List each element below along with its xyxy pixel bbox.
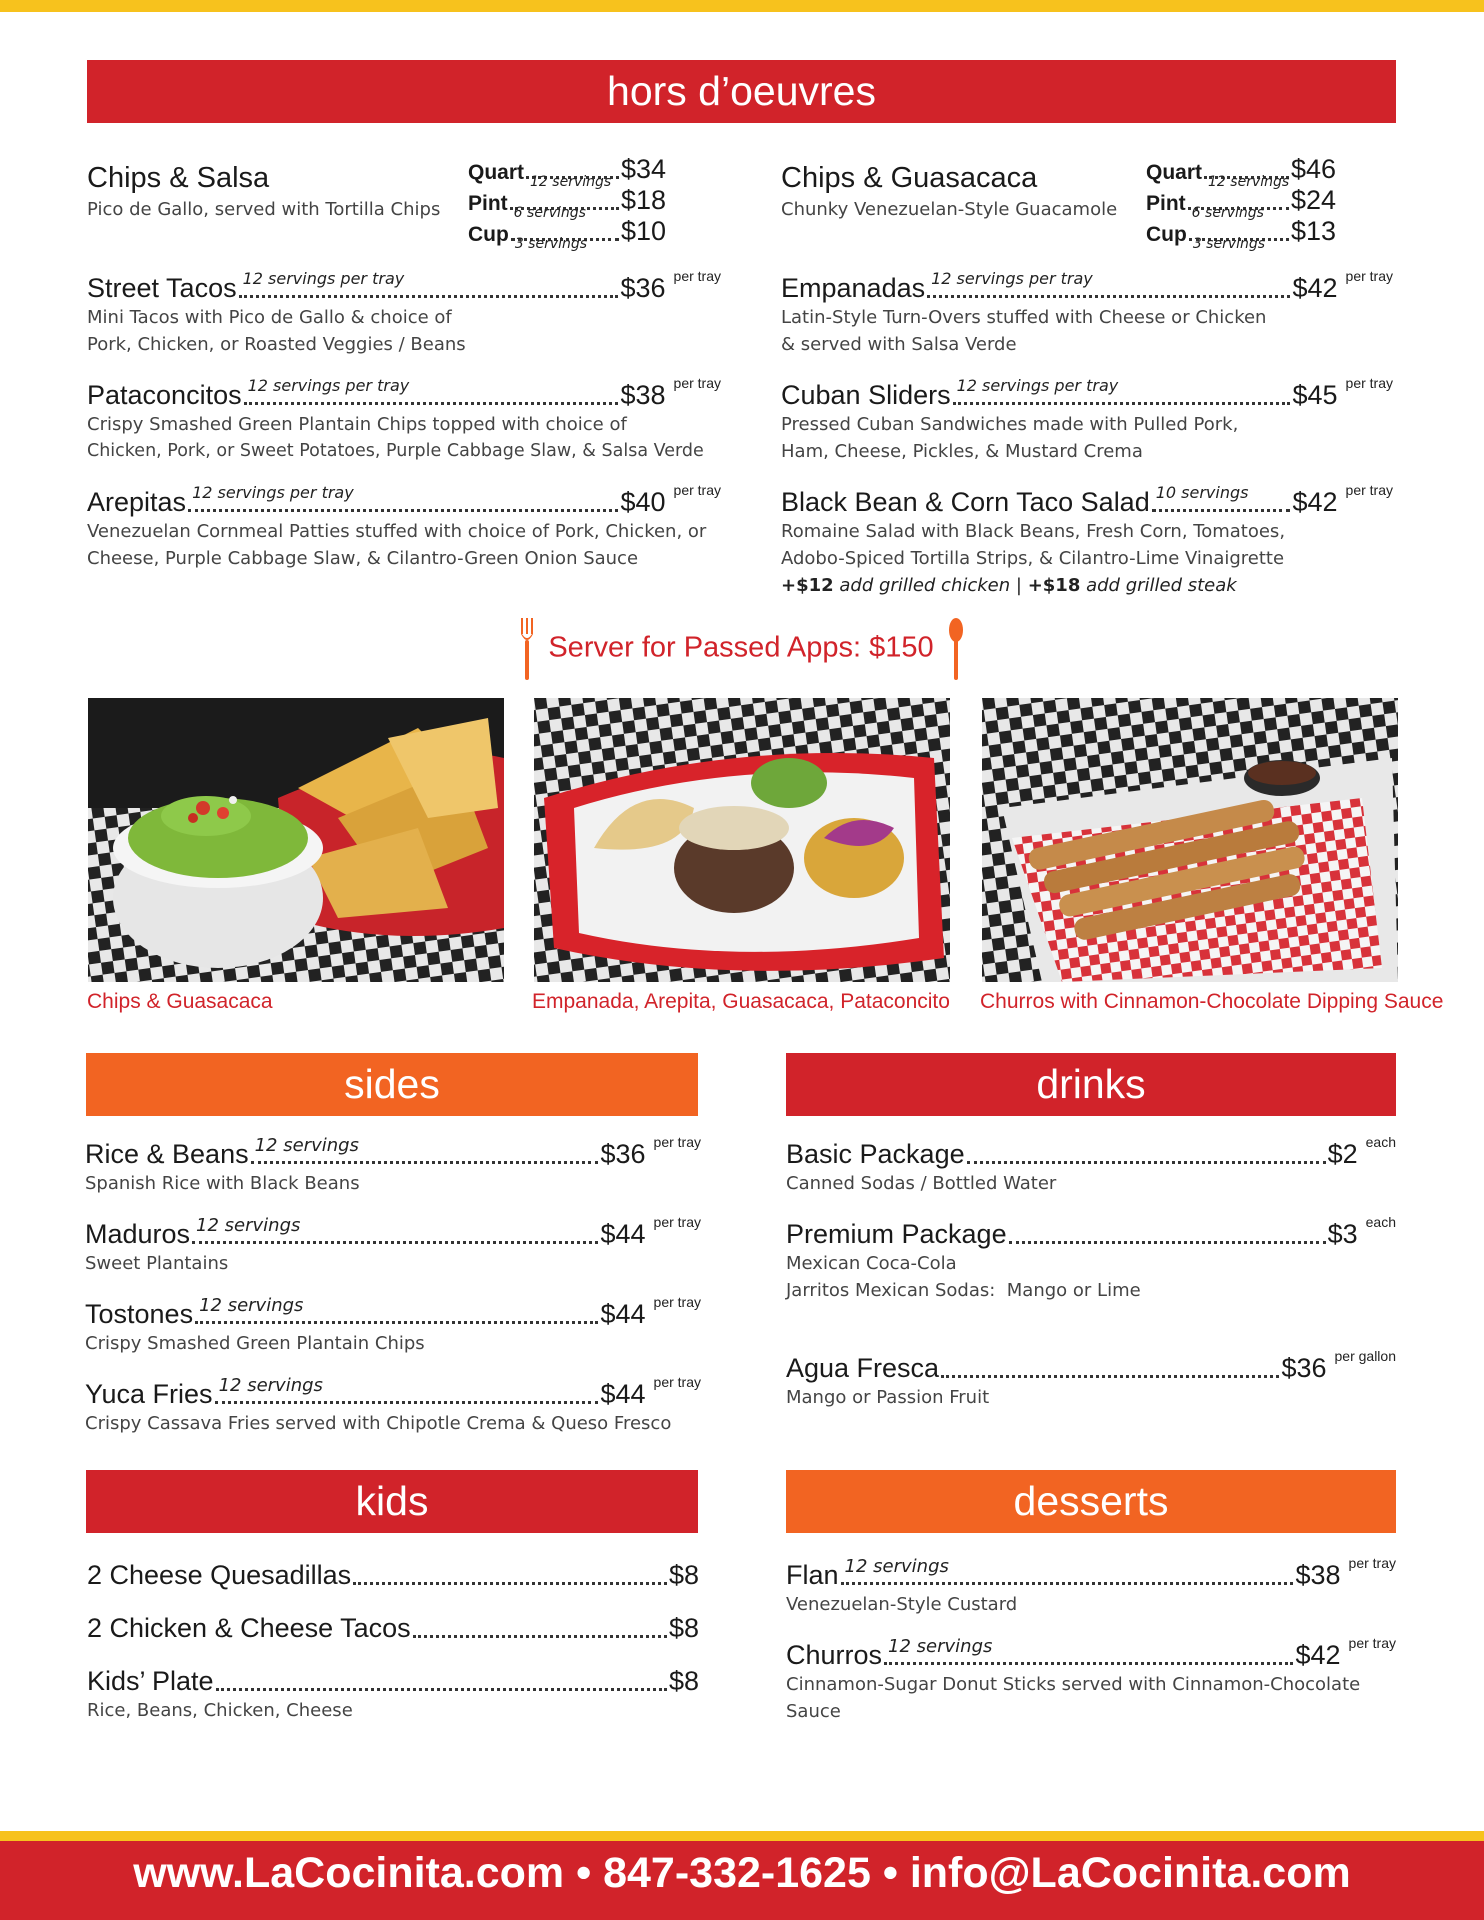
item-unit: each: [1365, 1134, 1396, 1150]
drinks-banner: [786, 1053, 1396, 1116]
item-price: $45: [1292, 380, 1338, 410]
dot-leader: [1009, 1241, 1326, 1244]
item-desc: & served with Salsa Verde: [781, 334, 1017, 355]
item-desc: Mini Tacos with Pico de Gallo & choice of: [87, 307, 452, 328]
server-note: [0, 618, 1484, 687]
item-desc: Crispy Smashed Green Plantain Chips: [85, 1333, 425, 1354]
dot-leader: [841, 1556, 1294, 1585]
item-servings: 12 servings: [888, 1636, 993, 1657]
item-price: $38: [1295, 1560, 1341, 1590]
size-row: [1146, 154, 1336, 190]
dot-leader: [1189, 236, 1289, 252]
arepitas-item: [87, 482, 721, 572]
item-price: $36: [620, 273, 666, 303]
top-accent-bar: [0, 0, 1484, 12]
item-line: [786, 1134, 1396, 1170]
size-price: $46: [1290, 154, 1336, 184]
item-servings: 12 servings: [218, 1375, 323, 1396]
size-servings: 3 servings: [1192, 236, 1266, 252]
item-desc: Romaine Salad with Black Beans, Fresh Corn, Tomatoes,: [781, 521, 1286, 542]
item-desc: Spanish Rice with Black Beans: [85, 1173, 360, 1194]
item-line: [87, 1661, 699, 1697]
item-line: [85, 1374, 701, 1410]
item-unit: per tray: [1348, 1635, 1396, 1651]
dot-leader: [967, 1161, 1326, 1164]
item-price: $8: [668, 1560, 699, 1590]
chips-guasacaca-item: [781, 160, 1141, 223]
item-servings: 12 servings per tray: [242, 269, 405, 288]
item-unit: per tray: [653, 1134, 701, 1150]
item-name: Black Bean & Corn Taco Salad: [781, 487, 1150, 517]
item-servings: 12 servings: [199, 1295, 304, 1316]
item-line: [87, 375, 721, 411]
size-name: Quart: [468, 161, 525, 184]
kids-banner: [86, 1470, 698, 1533]
item-line: [786, 1214, 1396, 1250]
item-name: Premium Package: [786, 1219, 1007, 1249]
caption-photo-2: Empanada, Arepita, Guasacaca, Pataconcito: [532, 990, 950, 1013]
size-row: [468, 154, 666, 190]
item-price: $38: [620, 380, 666, 410]
footer-contact[interactable]: www.LaCocinita.com • 847-332-1625 • info@LaCocinita.com: [133, 1849, 1351, 1897]
item-unit: per tray: [1345, 375, 1393, 391]
kids-item: [87, 1608, 699, 1644]
item-servings: 12 servings per tray: [247, 376, 410, 395]
item-name: Maduros: [85, 1219, 191, 1249]
cuban-sliders-item: [781, 375, 1393, 465]
size-name: Cup: [468, 223, 509, 246]
size-name: Pint: [1146, 192, 1186, 215]
item-unit: each: [1365, 1214, 1396, 1230]
item-desc: Canned Sodas / Bottled Water: [786, 1173, 1057, 1194]
dot-leader: [216, 1688, 667, 1691]
addon-price: +$18: [1027, 575, 1081, 596]
size-servings: 12 servings: [1208, 174, 1290, 190]
item-name: Churros: [786, 1640, 883, 1670]
item-price: $36: [600, 1139, 646, 1169]
kids-item: [87, 1555, 699, 1591]
footer-bar: [0, 1831, 1484, 1920]
street-tacos-item: [87, 268, 721, 358]
size-name: Cup: [1146, 223, 1187, 246]
size-name: Quart: [1146, 161, 1203, 184]
item-line: [87, 1608, 699, 1644]
dot-leader: [953, 376, 1291, 405]
item-servings: 12 servings per tray: [931, 269, 1093, 288]
item-name: Flan: [786, 1560, 839, 1590]
size-name: Pint: [468, 192, 508, 215]
size-price: $13: [1290, 216, 1336, 246]
taco-salad-item: [781, 482, 1393, 599]
drink-item: [786, 1348, 1396, 1411]
item-unit: per tray: [653, 1374, 701, 1390]
empanadas-item: [781, 268, 1393, 358]
dot-leader: [511, 236, 619, 252]
item-price: $44: [600, 1379, 646, 1409]
sides-title: sides: [344, 1061, 440, 1107]
dot-leader: [215, 1375, 599, 1404]
item-line: [85, 1134, 701, 1170]
item-line: [87, 1555, 699, 1591]
caption-photo-3: Churros with Cinnamon-Chocolate Dipping Sauce: [980, 990, 1444, 1013]
dot-leader: [413, 1635, 667, 1638]
item-desc: Pico de Gallo, served with Tortilla Chips: [87, 199, 441, 220]
photo-empanada-platter: [534, 698, 950, 982]
item-desc: Jarritos Mexican Sodas: Mango or Lime: [786, 1280, 1141, 1301]
item-desc: Sweet Plantains: [85, 1253, 229, 1274]
item-servings: 10 servings: [1155, 483, 1249, 502]
item-desc: Venezuelan-Style Custard: [786, 1594, 1018, 1615]
item-unit: per tray: [1348, 1555, 1396, 1571]
item-servings: 12 servings: [844, 1556, 949, 1577]
side-item: [85, 1214, 701, 1277]
item-name: Chips & Guasacaca: [781, 162, 1038, 194]
drinks-title: drinks: [1036, 1061, 1146, 1107]
item-servings: 12 servings: [254, 1135, 359, 1156]
dot-leader: [1204, 174, 1290, 190]
sides-banner: [86, 1053, 698, 1116]
item-name: 2 Cheese Quesadillas: [87, 1560, 352, 1590]
item-unit: per tray: [1345, 268, 1393, 284]
dessert-item: [786, 1555, 1396, 1618]
item-unit: per tray: [673, 268, 721, 284]
item-servings: 12 servings per tray: [192, 483, 354, 502]
dot-leader: [1188, 205, 1289, 221]
size-servings: 3 servings: [514, 236, 588, 252]
item-servings: 12 servings per tray: [956, 376, 1119, 395]
dot-leader: [192, 1215, 598, 1244]
item-unit: per tray: [1345, 482, 1393, 498]
item-desc: Cinnamon-Sugar Donut Sticks served with Cinnamon-Chocolate Sauce: [786, 1674, 1361, 1722]
size-price: $18: [620, 185, 666, 215]
item-desc: Chunky Venezuelan-Style Guacamole: [781, 199, 1118, 220]
drink-item: [786, 1134, 1396, 1197]
item-line: [786, 1635, 1396, 1671]
item-line: [87, 268, 721, 304]
item-desc: Latin-Style Turn-Overs stuffed with Cheese or Chicken: [781, 307, 1267, 328]
kids-item: [87, 1661, 699, 1724]
item-price: $3: [1327, 1219, 1358, 1249]
item-desc: Rice, Beans, Chicken, Cheese: [87, 1700, 353, 1721]
item-price: $44: [600, 1299, 646, 1329]
hors-doeuvres-banner: [87, 60, 1396, 123]
item-unit: per tray: [653, 1294, 701, 1310]
item-desc: Crispy Cassava Fries served with Chipotle Crema & Queso Fresco: [85, 1413, 672, 1434]
item-price: $8: [668, 1613, 699, 1643]
item-line: [786, 1348, 1396, 1384]
item-name: Kids’ Plate: [87, 1666, 214, 1696]
dot-leader: [510, 205, 619, 221]
addon-price: +$12: [781, 575, 834, 596]
size-servings: 12 servings: [530, 174, 612, 190]
size-price: $24: [1290, 185, 1336, 215]
photo-churros: [982, 698, 1398, 982]
item-desc: Ham, Cheese, Pickles, & Mustard Crema: [781, 441, 1143, 462]
item-desc: Adobo-Spiced Tortilla Strips, & Cilantro-Lime Vinaigrette: [781, 548, 1285, 569]
item-line: [781, 268, 1393, 304]
dessert-item: [786, 1635, 1396, 1725]
fork-icon: [520, 618, 534, 687]
side-item: [85, 1294, 701, 1357]
item-price: $42: [1292, 273, 1338, 303]
item-desc: Cheese, Purple Cabbage Slaw, & Cilantro-Green Onion Sauce: [87, 548, 639, 569]
item-line: [85, 1214, 701, 1250]
size-servings: 6 servings: [513, 205, 586, 221]
addon-text: add grilled steak: [1086, 575, 1237, 596]
item-name: Empanadas: [781, 273, 926, 303]
item-unit: per tray: [653, 1214, 701, 1230]
item-desc: Chicken, Pork, or Sweet Potatoes, Purple Cabbage Slaw, & Salsa Verde: [87, 441, 704, 461]
item-name: Tostones: [85, 1299, 194, 1329]
item-desc: Mexican Coca-Cola: [786, 1253, 957, 1274]
item-name: Basic Package: [786, 1139, 965, 1169]
item-name: Chips & Salsa: [87, 162, 270, 194]
item-name: Yuca Fries: [85, 1379, 213, 1409]
item-name: Rice & Beans: [85, 1139, 249, 1169]
size-price: $34: [620, 154, 666, 184]
side-item: [85, 1134, 701, 1197]
side-item: [85, 1374, 701, 1437]
item-line: [87, 482, 721, 518]
item-addons: [781, 572, 1393, 599]
drink-item: [786, 1214, 1396, 1304]
dot-leader: [251, 1135, 599, 1164]
caption-photo-1: Chips & Guasacaca: [87, 990, 273, 1013]
pataconcitos-item: [87, 375, 721, 465]
chips-salsa-item: [87, 160, 457, 223]
dot-leader: [195, 1295, 598, 1324]
server-text: Server for Passed Apps: $150: [548, 631, 934, 664]
item-name: 2 Chicken & Cheese Tacos: [87, 1613, 411, 1643]
chips-salsa-sizes: [468, 154, 666, 252]
item-desc: Crispy Smashed Green Plantain Chips topped with choice of: [87, 414, 627, 435]
item-price: $8: [668, 1666, 699, 1696]
item-price: $42: [1292, 487, 1338, 517]
item-servings: 12 servings: [196, 1215, 301, 1236]
item-unit: per tray: [673, 375, 721, 391]
hors-doeuvres-title: hors d’oeuvres: [607, 68, 876, 114]
desserts-banner: [786, 1470, 1396, 1533]
item-price: $42: [1295, 1640, 1341, 1670]
item-price: $44: [600, 1219, 646, 1249]
item-price: $40: [620, 487, 666, 517]
item-unit: per tray: [673, 482, 721, 498]
dot-leader: [188, 483, 618, 512]
desserts-title: desserts: [1013, 1478, 1169, 1524]
chips-guasacaca-sizes: [1146, 154, 1336, 252]
item-line: [781, 482, 1393, 518]
dot-leader: [927, 269, 1290, 298]
addon-text: add grilled chicken: [839, 575, 1011, 596]
item-unit: per gallon: [1334, 1348, 1396, 1364]
dot-leader: [884, 1636, 1293, 1665]
item-name: Cuban Sliders: [781, 380, 951, 410]
item-line: [786, 1555, 1396, 1591]
addon-separator: |: [1015, 575, 1022, 596]
item-name: Arepitas: [87, 487, 187, 517]
dot-leader: [353, 1582, 667, 1585]
item-desc: Venezuelan Cornmeal Patties stuffed with choice of Pork, Chicken, or: [87, 521, 707, 542]
dot-leader: [941, 1375, 1279, 1378]
dot-leader: [239, 269, 619, 298]
size-price: $10: [620, 216, 666, 246]
item-name: Street Tacos: [87, 273, 237, 303]
dot-leader: [526, 174, 619, 190]
spoon-icon: [948, 618, 964, 687]
item-price: $36: [1281, 1353, 1327, 1383]
dot-leader: [1152, 483, 1291, 512]
item-line: [85, 1294, 701, 1330]
item-line: [781, 375, 1393, 411]
item-desc: Pressed Cuban Sandwiches made with Pulled Pork,: [781, 414, 1239, 435]
size-servings: 6 servings: [1191, 205, 1264, 221]
item-name: Agua Fresca: [786, 1353, 940, 1383]
item-price: $2: [1327, 1139, 1358, 1169]
dot-leader: [244, 376, 619, 405]
item-name: Pataconcitos: [87, 380, 242, 410]
kids-title: kids: [355, 1478, 429, 1524]
photo-chips-guasacaca: [88, 698, 504, 982]
item-desc: Pork, Chicken, or Roasted Veggies / Beans: [87, 334, 466, 355]
item-desc: Mango or Passion Fruit: [786, 1387, 990, 1408]
